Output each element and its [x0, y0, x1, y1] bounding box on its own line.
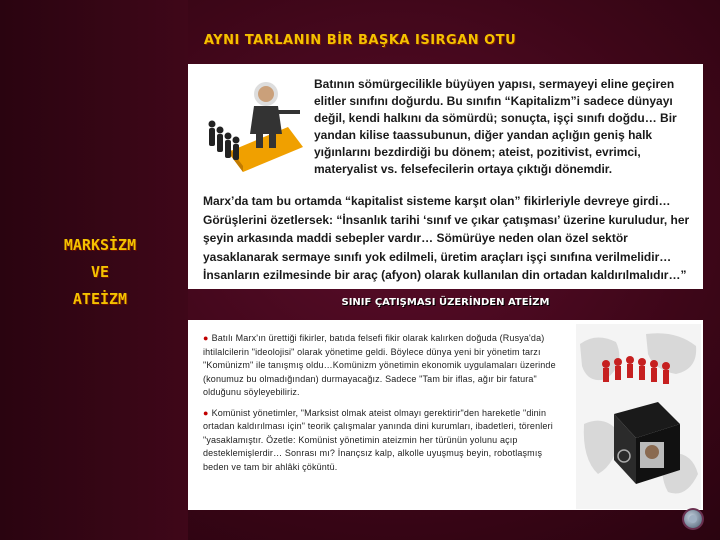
top-panel: [188, 64, 703, 289]
bullet-2-text: Komünist yönetimler, "Marksist olmak ateist olmayı gerektirir"den hareketle "dinin ortadan kaldırılması için" teorik çalışmalar yanında dini kurumları, ibadetleri, törenleri "yasaklamıştır. Özetle: Komünist yönetimin ateizmin her türünün yolunu açıp desteklemişlerdir… Sonrası mı? İnançsız kalp, alkolle uyuşmuş beyin, robotlaşmış beden ve tam bir ahlâki çöküntü.: [203, 407, 553, 472]
side-heading-line2: VE: [90, 263, 110, 281]
slide-title: AYNI TARLANIN BİR BAŞKA ISIRGAN OTU: [203, 33, 517, 48]
bullet-paragraph-1: [203, 332, 568, 400]
side-heading-line3: ATEİZM: [72, 290, 128, 308]
bottom-panel: [188, 320, 703, 510]
circle-nav-icon[interactable]: [684, 510, 702, 528]
bullet-icon: ●: [203, 333, 209, 343]
marx-figure-with-followers-illustration: [198, 72, 303, 172]
marx-paragraph: Marx’da tam bu ortamda “kapitalist sisteme karşıt olan” fikirleriyle devreye girdi… Görüşlerini özetlersek: “İnsanlık tarihi ‘sınıf ve çıkar çatışması’ üzerine kuruludur, her şeyin arkasında maddi sebepler vardır… Sömürüye neden olan özel sektör yasaklanarak sermaye sınıfı yok edilmeli, üretim araçları işçi sınıfına verilmelidir… İnsanların ezilmesinde bir araç (afyon) olarak kullanılan din ortadan kaldırılmalıdır…”: [203, 194, 690, 282]
bullet-1-text: Batılı Marx'ın ürettiği fikirler, batıda felsefi fikir olarak kalırken doğuda (Rusya'da) ihtilalcilerin "ideolojisi" olarak yönetime geldi. Böylece dünya yeni bir yönetim tarzı "Komünizm" ile tanışmış oldu…Komünizm yönetimin ekonomik uygulamaları üzerinde (konumuz bu olmadığından) durmayacağız. Sadece "Tam bir iflas, ağır bir fatura" olduğunu söyleyebiliriz.: [203, 333, 556, 397]
bullet-paragraph-2: [203, 407, 568, 475]
sub-heading: SINIF ÇATIŞMASI ÜZERİNDEN ATEİZM: [341, 297, 550, 308]
top-paragraph: Batının sömürgecilikle büyüyen yapısı, sermayeyi eline geçiren elitler sınıfını doğurdu. Bu sınıfın “Kapitalizm”i sadece dünyayı değil, kendi halkını da sömürdü; sonuçta, işçi sınıfı doğdu… Bir yandan kilise taassubunun, diğer yandan açlığın geniş halk yığınlarını bezdirdiği bu dönem; ateist, pozitivist, evrimci, materyalist vs. felsefecilerin ortaya çıktığı dönemdir.: [314, 77, 677, 176]
world-map-with-figures-illustration: [576, 324, 701, 509]
bottom-text: [203, 332, 568, 481]
side-heading-line1: MARKSİZM: [63, 236, 137, 254]
bullet-icon: ●: [203, 407, 209, 418]
